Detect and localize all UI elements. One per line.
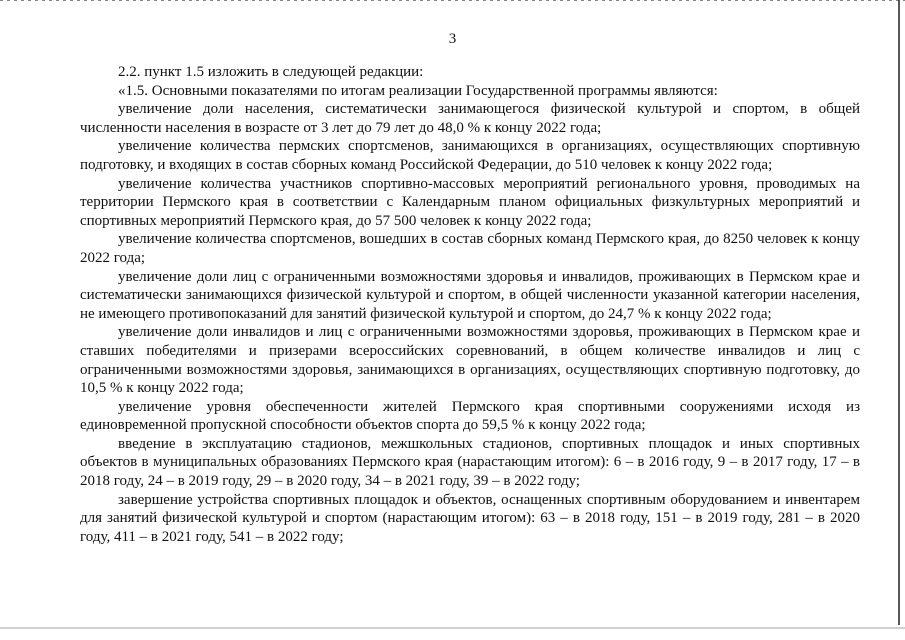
paragraph-indicator-disabled-winners: увеличение доли инвалидов и лиц с ограниченными возможностями здоровья, проживающих в Пермском крае и ставших победителями и призерами всероссийских соревнований, в общем количестве инвалидов и лиц с ограниченными возможностями здоровья, занимающихся в организациях, осуществляющих спортивную подготовку, до 10,5 % к концу 2022 года; xyxy=(80,324,860,397)
paragraph-indicator-disabled-share: увеличение доли лиц с ограниченными возможностями здоровья и инвалидов, проживающих в Пермском крае и систематически занимающихся физической культурой и спортом, в общей численности указанной категории населения, не имеющего противопоказаний для занятий физической культурой и спортом, до 24,7 % к концу 2022 года; xyxy=(80,268,860,322)
paragraph-indicator-sports-grounds: завершение устройства спортивных площадок и объектов, оснащенных спортивным оборудованием и инвентарем для занятий физической культурой и спортом (нарастающим итогом): 63 – в 2018 году, 151 – в 2019 году, 281 – в 2020 году, 411 – в 2021 году, 541 – в 2022 году; xyxy=(80,491,860,545)
paragraph-indicator-facility-provision: увеличение уровня обеспеченности жителей Пермского края спортивными сооружениями исходя из единовременной пропускной способности объектов спорта до 59,5 % к концу 2022 года; xyxy=(80,398,860,434)
scan-edge-right xyxy=(898,0,900,625)
paragraph-amendment-intro: 2.2. пункт 1.5 изложить в следующей редакции: xyxy=(118,64,424,80)
paragraph-indicator-event-participants: увеличение количества участников спортивно-массовых мероприятий регионального уровня, проводимых на территории Пермского края в соответствии с Календарным планом официальных физкультурных мероприятий и спортивных мероприятий Пермского края, до 57 500 человек к концу 2022 года; xyxy=(80,175,860,229)
document-body xyxy=(80,63,860,546)
paragraph-indicator-regional-teams: увеличение количества спортсменов, вошедших в состав сборных команд Пермского края, до 8250 человек к концу 2022 года; xyxy=(80,231,860,266)
scan-edge-top xyxy=(0,0,905,1)
paragraph-indicators-heading: «1.5. Основными показателями по итогам реализации Государственной программы являются: xyxy=(118,82,718,99)
scan-edge-bottom xyxy=(0,627,905,629)
page-number: 3 xyxy=(448,31,457,47)
paragraph-indicator-population-share: увеличение доли населения, систематически занимающегося физической культурой и спортом, в общей численности населения в возрасте от 3 лет до 79 лет до 48,0 % к концу 2022 года; xyxy=(80,101,860,136)
paragraph-indicator-perm-athletes: увеличение количества пермских спортсменов, занимающихся в организациях, осуществляющих спортивную подготовку, и входящих в состав сборных команд Российской Федерации, до 510 человек к концу 2022 года; xyxy=(80,138,860,173)
paragraph-indicator-stadiums: введение в эксплуатацию стадионов, межшкольных стадионов, спортивных площадок и иных спортивных объектов в муниципальных образованиях Пермского края (нарастающим итогом): 6 – в 2016 году, 9 – в 2017 году, 17 – в 2018 году, 24 – в 2019 году, 29 – в 2020 году, 34 – в 2021 году, 39 – в 2022 году; xyxy=(80,435,860,490)
